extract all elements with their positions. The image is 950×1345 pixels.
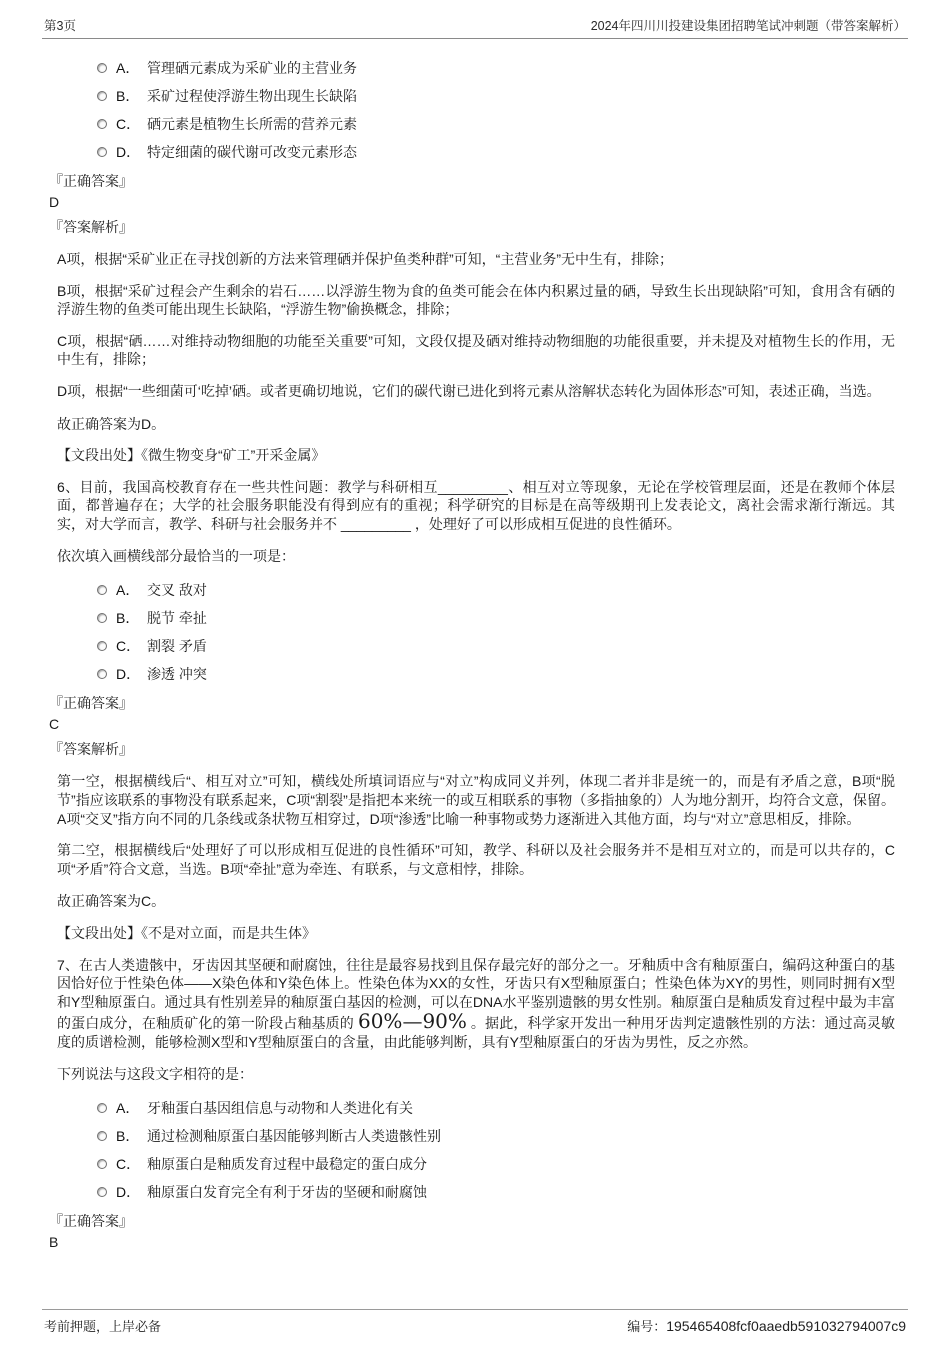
option-text: 脱节 牵扯 — [147, 610, 207, 627]
page-number: 第3页 — [44, 19, 76, 33]
radio-button-icon[interactable] — [97, 585, 107, 595]
option-text: 釉原蛋白是釉质发育过程中最稳定的蛋白成分 — [147, 1156, 427, 1173]
option-row-c — [97, 115, 895, 133]
correct-answer-value: D — [49, 194, 60, 210]
option-row-d — [97, 143, 895, 161]
option-letter: A． — [116, 1100, 140, 1117]
radio-button-icon[interactable] — [97, 669, 107, 679]
question-6-block — [49, 478, 895, 943]
passage-source: 【文段出处】《不是对立面，而是共生体》 — [57, 924, 316, 941]
option-text: 交叉 敌对 — [147, 582, 207, 599]
stem-text-before: 7、在古人类遗骸中，牙齿因其坚硬和耐腐蚀，往往是最容易找到且保存最完好的部分之一。牙釉质中含有釉原蛋白，编码这种蛋白的基因恰好位于性染色体——X染色体和Y染色体上。性染色体为XX的女性，牙齿只有X型釉原蛋白；性染色体为XY的男性，则同时拥有X型和Y型釉原蛋白。通过具有性别差异的釉原蛋白基因的检测，可以在DNA水平鉴别遗骸的男女性别。釉原蛋白是釉质发育过程中最为丰富的蛋白成分，在釉质矿化的第一阶段占釉基质的 — [57, 956, 895, 1032]
option-row-d — [97, 1183, 895, 1201]
page-footer — [42, 1309, 908, 1335]
radio-button-icon[interactable] — [97, 63, 107, 73]
question-stem — [57, 956, 895, 1052]
question-7-block — [49, 956, 895, 1251]
answer-analysis-label: 『答案解析』 — [49, 219, 133, 235]
radio-button-icon[interactable] — [97, 119, 107, 129]
option-row-c — [97, 1155, 895, 1173]
footer-code — [627, 1316, 906, 1335]
footer-code-label: 编号： — [627, 1319, 667, 1334]
correct-answer-label: 『正确答案』 — [49, 173, 133, 189]
analysis-paragraph: 第一空，根据横线后“、相互对立”可知，横线处所填词语应与“对立”构成同义并列，体现二者并非是统一的，而是有矛盾之意，B项“脱节”指应该联系的事物没有联系起来，C项“割裂”是指把本来统一的或互相联系的事物（多指抽象的）人为地分割开，均符合文意，保留。A项“交叉”指方向不同的几条线或条状物互相穿过，D项“渗透”比喻一种事物或势力逐渐进入其他方面，均与“对立”意思相反，排除。 — [57, 773, 895, 827]
option-letter: C． — [116, 638, 141, 655]
question-prompt: 依次填入画横线部分最恰当的一项是： — [57, 547, 295, 564]
radio-button-icon[interactable] — [97, 1159, 107, 1169]
option-letter: B． — [116, 610, 140, 627]
option-letter: B． — [116, 1128, 140, 1145]
radio-button-icon[interactable] — [97, 91, 107, 101]
document-title: 2024年四川川投建设集团招聘笔试冲刺题（带答案解析） — [590, 19, 906, 33]
option-letter: A． — [116, 582, 140, 599]
option-letter: D． — [116, 144, 141, 160]
answer-analysis-label: 『答案解析』 — [49, 741, 133, 758]
option-row-b — [97, 1127, 895, 1145]
radio-button-icon[interactable] — [97, 613, 107, 623]
document-body — [42, 39, 908, 1250]
question-stem: 6、目前，我国高校教育存在一些共性问题：教学与科研相互_________、相互对立等现象，无论在学校管理层面，还是在教师个体层面，都普遍存在；大学的社会服务职能没有得到应有的重视；科学研究的目标是在高等级期刊上发表论文，离社会需求渐行渐远。其实，对大学而言，教学、科研与社会服务并不 _________ ，处理好了可以形成相互促进的良性循环。 — [57, 478, 895, 533]
analysis-paragraph: D项，根据“一些细菌可‘吃掉’硒。或者更确切地说，它们的碳代谢已进化到将元素从溶解状态转化为固体形态”可知，表述正确，当选。 — [57, 383, 881, 400]
analysis-conclusion: 故正确答案为C。 — [57, 893, 166, 910]
option-row-b — [97, 87, 895, 105]
radio-button-icon[interactable] — [97, 1103, 107, 1113]
option-text: 硒元素是植物生长所需的营养元素 — [147, 116, 357, 132]
radio-button-icon[interactable] — [97, 1187, 107, 1197]
option-row-b — [97, 609, 895, 627]
radio-button-icon[interactable] — [97, 147, 107, 157]
option-row-a — [97, 581, 895, 599]
question-5-block — [49, 59, 895, 465]
option-letter: C． — [116, 1156, 141, 1173]
stem-text-after: 。据此，科学家开发出一种用牙齿判定遗骸性别的方法：通过高灵敏度的质谱检测，能够检测X型和Y型釉原蛋白的含量，由此能够判断，具有Y型釉原蛋白的牙齿为男性，反之亦然。 — [57, 1015, 895, 1051]
analysis-conclusion: 故正确答案为D。 — [57, 415, 166, 432]
page-header — [42, 16, 908, 39]
option-letter: B． — [116, 88, 140, 104]
question-prompt: 下列说法与这段文字相符的是： — [57, 1065, 253, 1082]
analysis-paragraph: 第二空，根据横线后“处理好了可以形成相互促进的良性循环”可知，教学、科研以及社会服务并不是相互对立的，而是可以共存的，C项“矛盾”符合文意，当选。B项“牵扯”意为牵连、有联系，与文意相悖，排除。 — [57, 842, 895, 877]
option-row-d — [97, 665, 895, 683]
correct-answer-value: C — [49, 716, 60, 733]
correct-answer-label: 『正确答案』 — [49, 1213, 133, 1230]
option-letter: D． — [116, 1184, 141, 1201]
correct-answer-label: 『正确答案』 — [49, 695, 133, 712]
option-text: 特定细菌的碳代谢可改变元素形态 — [147, 144, 357, 160]
percentage-formula: 60%—90% — [357, 1009, 467, 1034]
option-text: 割裂 矛盾 — [147, 638, 207, 655]
radio-button-icon[interactable] — [97, 641, 107, 651]
footer-slogan: 考前押题，上岸必备 — [44, 1319, 162, 1334]
option-text: 采矿过程使浮游生物出现生长缺陷 — [147, 88, 357, 104]
passage-source: 【文段出处】《微生物变身“矿工”开采金属》 — [57, 447, 326, 464]
analysis-paragraph: C项，根据“硒……对维持动物细胞的功能至关重要”可知，文段仅提及硒对维持动物细胞的功能很重要，并未提及对植物生长的作用，无中生有，排除； — [57, 332, 895, 368]
option-text: 通过检测釉原蛋白基因能够判断古人类遗骸性别 — [147, 1128, 441, 1145]
option-row-a — [97, 1099, 895, 1117]
option-text: 管理硒元素成为采矿业的主营业务 — [147, 60, 357, 76]
option-text: 渗透 冲突 — [147, 666, 207, 683]
option-text: 釉原蛋白发育完全有利于牙齿的坚硬和耐腐蚀 — [147, 1184, 427, 1201]
analysis-paragraph: A项，根据“采矿业正在寻找创新的方法来管理硒并保护鱼类种群”可知，“主营业务”无中生有，排除； — [57, 251, 673, 267]
option-letter: D． — [116, 666, 141, 683]
correct-answer-value: B — [49, 1234, 59, 1251]
option-row-a — [97, 59, 895, 77]
radio-button-icon[interactable] — [97, 1131, 107, 1141]
footer-code-value: 195465408fcf0aaedb591032794007c9 — [666, 1318, 906, 1334]
option-letter: C． — [116, 116, 141, 132]
option-text: 牙釉蛋白基因组信息与动物和人类进化有关 — [147, 1100, 413, 1117]
option-letter: A． — [116, 60, 140, 76]
option-row-c — [97, 637, 895, 655]
analysis-paragraph: B项，根据“采矿过程会产生剩余的岩石……以浮游生物为食的鱼类可能会在体内积累过量的硒，导致生长出现缺陷”可知，食用含有硒的浮游生物的鱼类可能出现生长缺陷，“浮游生物”偷换概念，排除； — [57, 282, 895, 318]
